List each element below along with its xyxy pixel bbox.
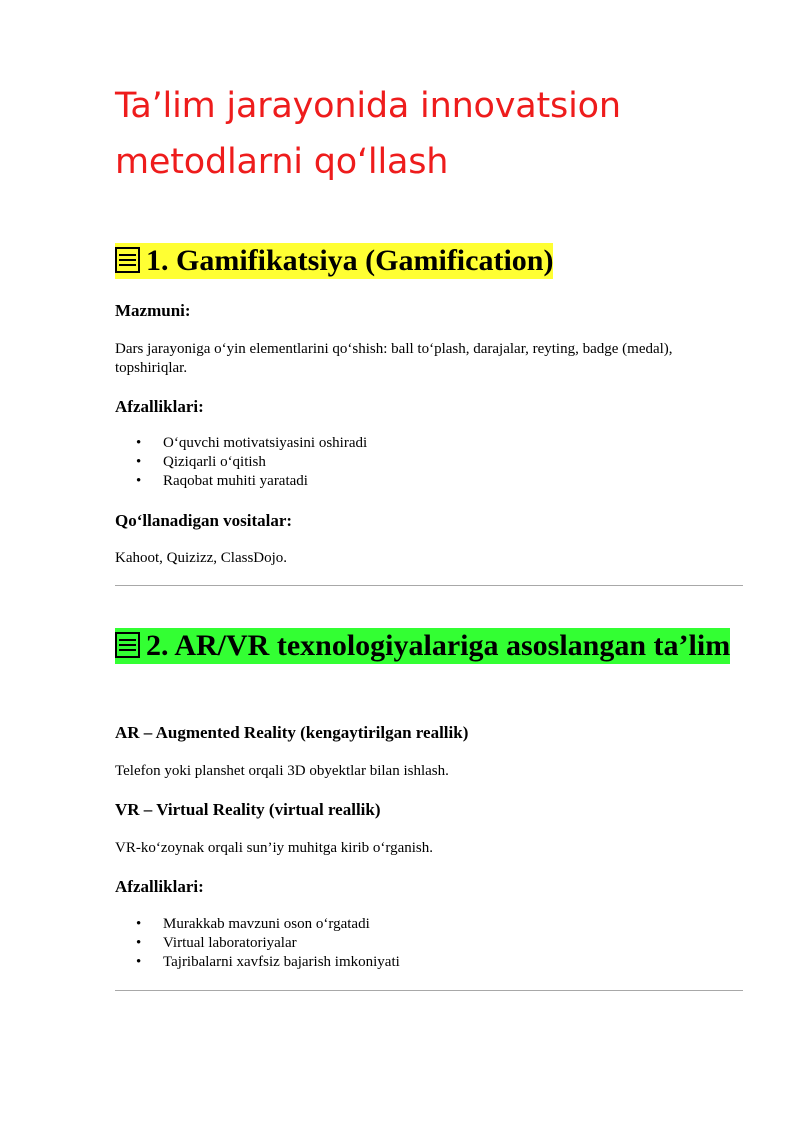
ledger-box-icon — [115, 247, 140, 273]
list-item: • Qiziqarli o‘qitish — [136, 454, 266, 470]
section-2-heading — [115, 625, 743, 667]
section-2-advantages-list — [115, 915, 400, 972]
section-divider — [115, 585, 743, 586]
ledger-box-icon — [115, 632, 140, 658]
list-item: • Virtual laboratoriyalar — [136, 935, 297, 951]
section-2-heading-text: 2. AR/VR texnologiyalariga asoslangan ta’lim — [146, 629, 731, 662]
section-1-advantages-list — [115, 434, 367, 491]
list-item: • Murakkab mavzuni oson o‘rgatadi — [136, 916, 370, 932]
section-1-tools-text: Kahoot, Quizizz, ClassDojo. — [115, 550, 288, 566]
section-1-heading-text: 1. Gamifikatsiya (Gamification) — [146, 244, 554, 277]
section-2-ar-text: Telefon yoki planshet orqali 3D obyektlar bilan ishlash. — [115, 763, 449, 779]
section-2-vr-label: VR – Virtual Reality (virtual reallik) — [115, 800, 381, 819]
list-item: • Raqobat muhiti yaratadi — [136, 473, 308, 489]
section-2-advantages-label: Afzalliklari: — [115, 877, 204, 896]
section-2-highlight — [115, 628, 730, 664]
section-1-content-label: Mazmuni: — [115, 301, 191, 320]
section-2-vr-text: VR-ko‘zoynak orqali sun’iy muhitga kirib o‘rganish. — [115, 840, 434, 856]
section-1-tools-label: Qo‘llanadigan vositalar: — [115, 511, 293, 530]
section-1-highlight — [115, 243, 553, 279]
section-1-heading — [115, 240, 743, 282]
section-2-ar-label: AR – Augmented Reality (kengaytirilgan reallik) — [115, 723, 469, 742]
section-1-advantages-label: Afzalliklari: — [115, 397, 204, 416]
section-divider — [115, 990, 743, 991]
section-1-content-text: Dars jarayoniga o‘yin elementlarini qo‘shish: ball to‘plash, darajalar, reyting, badge (medal), topshiriqlar. — [115, 341, 673, 376]
list-item: • O‘quvchi motivatsiyasini oshiradi — [136, 435, 368, 451]
document-title: Ta’lim jarayonida innovatsion metodlarni qo‘llash — [115, 86, 621, 182]
list-item: • Tajribalarni xavfsiz bajarish imkoniyati — [136, 954, 400, 970]
